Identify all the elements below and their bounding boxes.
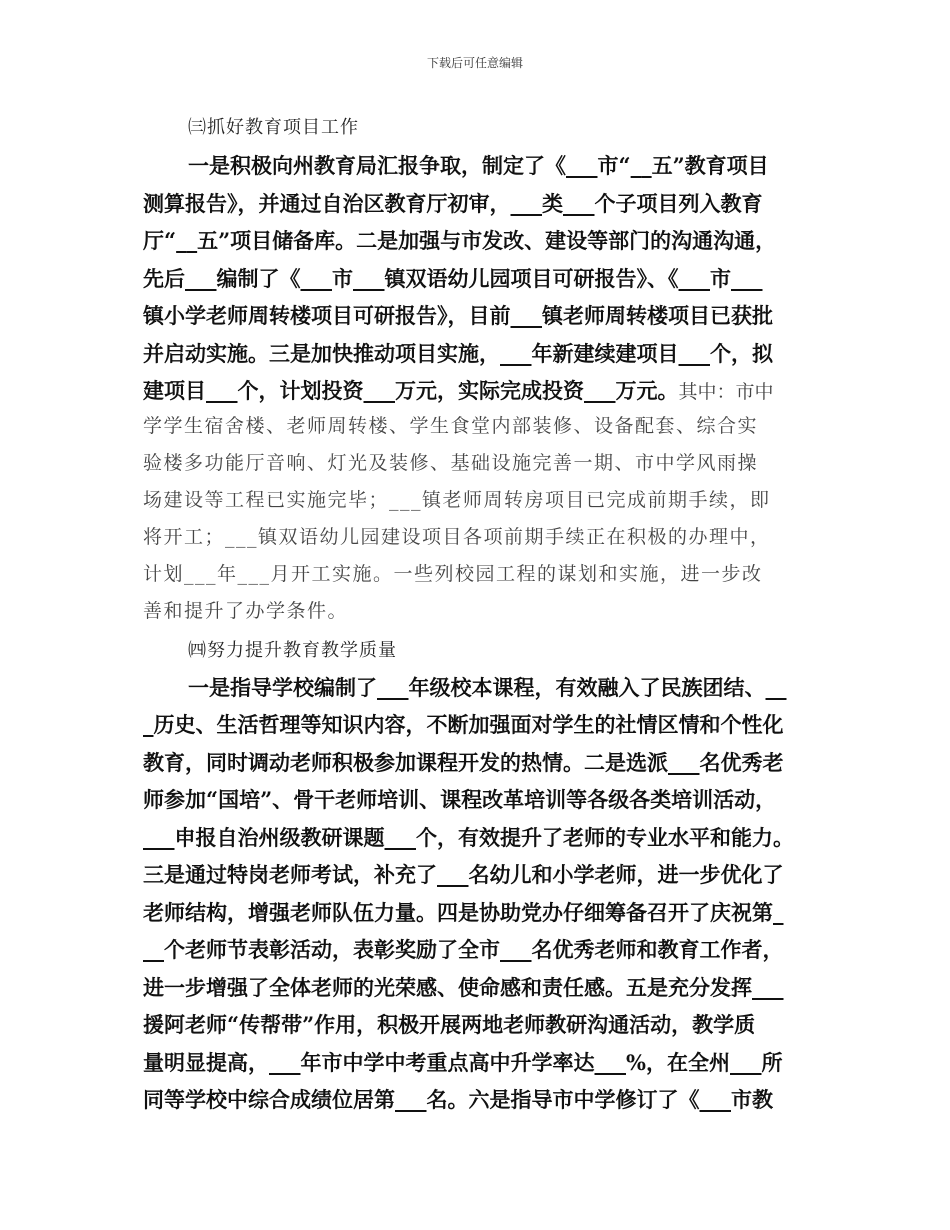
paragraph-line: 镇小学老师周转楼项目可研报告》，目前___镇老师周转楼项目已获批 [143,303,773,328]
paragraph-line: ___申报自治州级教研课题___个，有效提升了老师的专业水平和能力。 [143,825,794,850]
paragraph-line: _历史、生活哲理等知识内容，不断加强面对学生的社情区情和个性化 [143,712,784,737]
paragraph-line: 进一步增强了全体老师的光荣感、使命感和责任感。五是充分发挥___ [143,975,784,1000]
section-3-title: ㈢抓好教育项目工作 [188,117,359,138]
paragraph-line: 善和提升了办学条件。 [143,600,349,622]
paragraph-line: 量明显提高，___年市中学中考重点高中升学率达___%，在全州___所 [143,1050,783,1075]
paragraph-line: 测算报告》，并通过自治区教育厅初审，___类___个子项目列入教育 [143,191,763,216]
paragraph-line: 一是积极向州教育局汇报争取，制定了《___市“__五”教育项目 [188,153,769,178]
paragraph-light-part: 其中：市中 [678,381,774,403]
paragraph-line: 教育，同时调动老师积极参加课程开发的热情。二是选派___名优秀老 [143,750,784,775]
paragraph-line: __个老师节表彰活动，表彰奖励了全市___名优秀老师和教育工作者， [143,937,784,962]
paragraph-line: 先后___编制了《___市___镇双语幼儿园项目可研报告》、《___市___ [143,266,763,291]
paragraph-line: 一是指导学校编制了___年级校本课程，有效融入了民族团结、__ [188,675,787,700]
paragraph-line: 并启动实施。三是加快推动项目实施，___年新建续建项目___个，拟 [143,341,773,366]
paragraph-line: 计划___年___月开工实施。一些列校园工程的谋划和实施，进一步改 [143,563,763,585]
paragraph-line: 学学生宿舍楼、老师周转楼、学生食堂内部装修、设备配套、综合实 [143,415,759,437]
paragraph-line: 将开工；___镇双语幼儿园建设项目各项前期手续正在积极的办理中， [143,526,771,548]
paragraph-line: 场建设等工程已实施完毕；___镇老师周转房项目已完成前期手续，即 [143,489,771,511]
paragraph-line: 同等学校中综合成绩位居第___名。六是指导市中学修订了《___市教 [143,1087,773,1112]
paragraph-line: 师参加“国培”、骨干老师培训、课程改革培训等各级各类培训活动， [143,787,777,812]
page-header: 下载后可任意编辑 [426,56,523,70]
paragraph-line-mixed [143,375,774,405]
paragraph-line: 援阿老师“传帮带”作用，积极开展两地老师教研沟通活动，教学质 [143,1012,756,1037]
section-4-title: ㈣努力提升教育教学质量 [188,640,397,661]
paragraph-bold-part: 建项目___个，计划投资___万元，实际完成投资___万元。 [143,378,679,403]
paragraph-line: 验楼多功能厅音响、灯光及装修、基础设施完善一期、市中学风雨操 [143,452,759,474]
paragraph-line: 厅“__五”项目储备库。二是加强与市发改、建设等部门的沟通沟通， [143,228,777,253]
paragraph-line: 老师结构，增强老师队伍力量。四是协助党办仔细筹备召开了庆祝第_ [143,900,784,925]
paragraph-line: 三是通过特岗老师考试，补充了___名幼儿和小学老师，进一步优化了 [143,862,784,887]
